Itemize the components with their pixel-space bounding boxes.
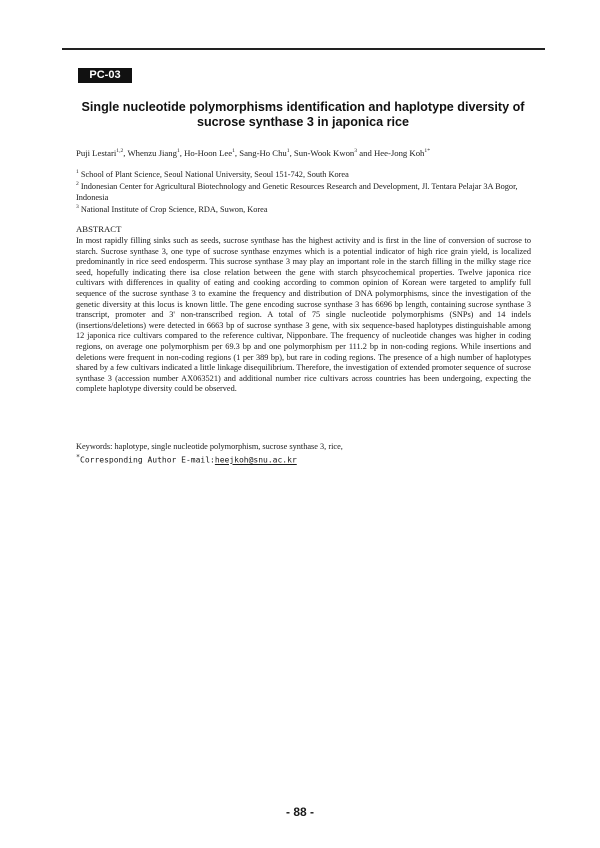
paper-title: Single nucleotide polymorphisms identification and haplotype diversity of sucrose synthase 3 in japonica rice bbox=[81, 100, 525, 129]
author: Whenzu Jiang$^1$, bbox=[127, 147, 185, 158]
author: Sang-Ho Chu$^1$, bbox=[239, 147, 294, 158]
affiliation: $^3$ National Institute of Crop Science, RDA, Suwon, Korea bbox=[76, 204, 268, 214]
author: Hee-Jong Koh$^{1*}$ bbox=[373, 147, 430, 158]
affiliation: $^1$ School of Plant Science, Seoul National University, Seoul 151-742, South Korea bbox=[76, 169, 349, 179]
header-rule bbox=[62, 48, 545, 50]
author: Sun-Wook Kwon$^3$ and bbox=[293, 147, 374, 158]
keywords: Keywords: haplotype, single nucleotide polymorphism, sucrose synthase 3, rice, bbox=[76, 442, 343, 451]
author-list bbox=[76, 146, 546, 159]
session-tag: PC-03 bbox=[78, 68, 132, 83]
author: Ho-Hoon Lee$^1$, bbox=[184, 147, 240, 158]
abstract-heading: ABSTRACT bbox=[76, 224, 122, 234]
affiliation: $^2$ Indonesian Center for Agricultural Biotechnology and Genetic Resources Research and Development, Jl. Tentara Pelajar 3A Bogor, Indonesia bbox=[76, 181, 518, 202]
abstract-body: In most rapidly filling sinks such as seeds, sucrose synthase has the highest activity and is first in the line of conversion of sucrose to starch. Sucrose synthase 3, one type of sucrose synthase enzymes which is a potential indicator of high rice grain yield, is localized predominantly in rice seed endosperm. This sucrose synthase 3 may play an important role in the starch filling in the milky stage rice seed, hopefully indicating there isa close relation between the gene with starch phsycochemical properties. Twelve japonica rice cultivars with differences in quality of eating and cooking according to common opinion of Korean were targeted to amplify full sequence of the sucrose synthase 3 to examine the frequency and distribution of DNA polymorphisms, since the investigation of the genetic diversity at this locus is known little. The gene encoding sucrose synthase 3 has 6696 bp length, containing sucrose synthase 3 transcript, promoter and 3' non-transcribed region. A total of 75 single nucleotide polymorphisms (SNPs) and 14 indels (insertions/deletions) were detected in 6663 bp of sucrose synthase 3 gene, with six sequence-based haplotypes distinguishable among 12 japonica rice cultivars compared to the reference cultivar, Nipponbare. The frequency of nucleotide changes was higher in coding regions, on average one polymorphism per 69.3 bp and one polymorphism per 111.2 bp in non-coding regions. While insertions and deletions were frequent in non-coding regions (1 per 389 bp), but rare in coding regions. The presence of a high number of haplotypes shared by a few cultivars indicated a little linkage disequilibrium. Therefore, the investigation of extended promoter sequence of sucrose synthase 3 (accession number AX063521) and additional number rice cultivars across countries has been undergoing, expecting the complete haplotype diversity could be observed. bbox=[76, 236, 531, 394]
email-link[interactable]: heejkoh@snu.ac.kr bbox=[214, 455, 297, 465]
corresponding-author: *Corresponding Author E-mail:heejkoh@snu.ac.kr bbox=[76, 453, 297, 465]
author: Puji Lestari$^{1,2}$, bbox=[76, 147, 128, 158]
page-number: - 88 - bbox=[285, 805, 314, 819]
